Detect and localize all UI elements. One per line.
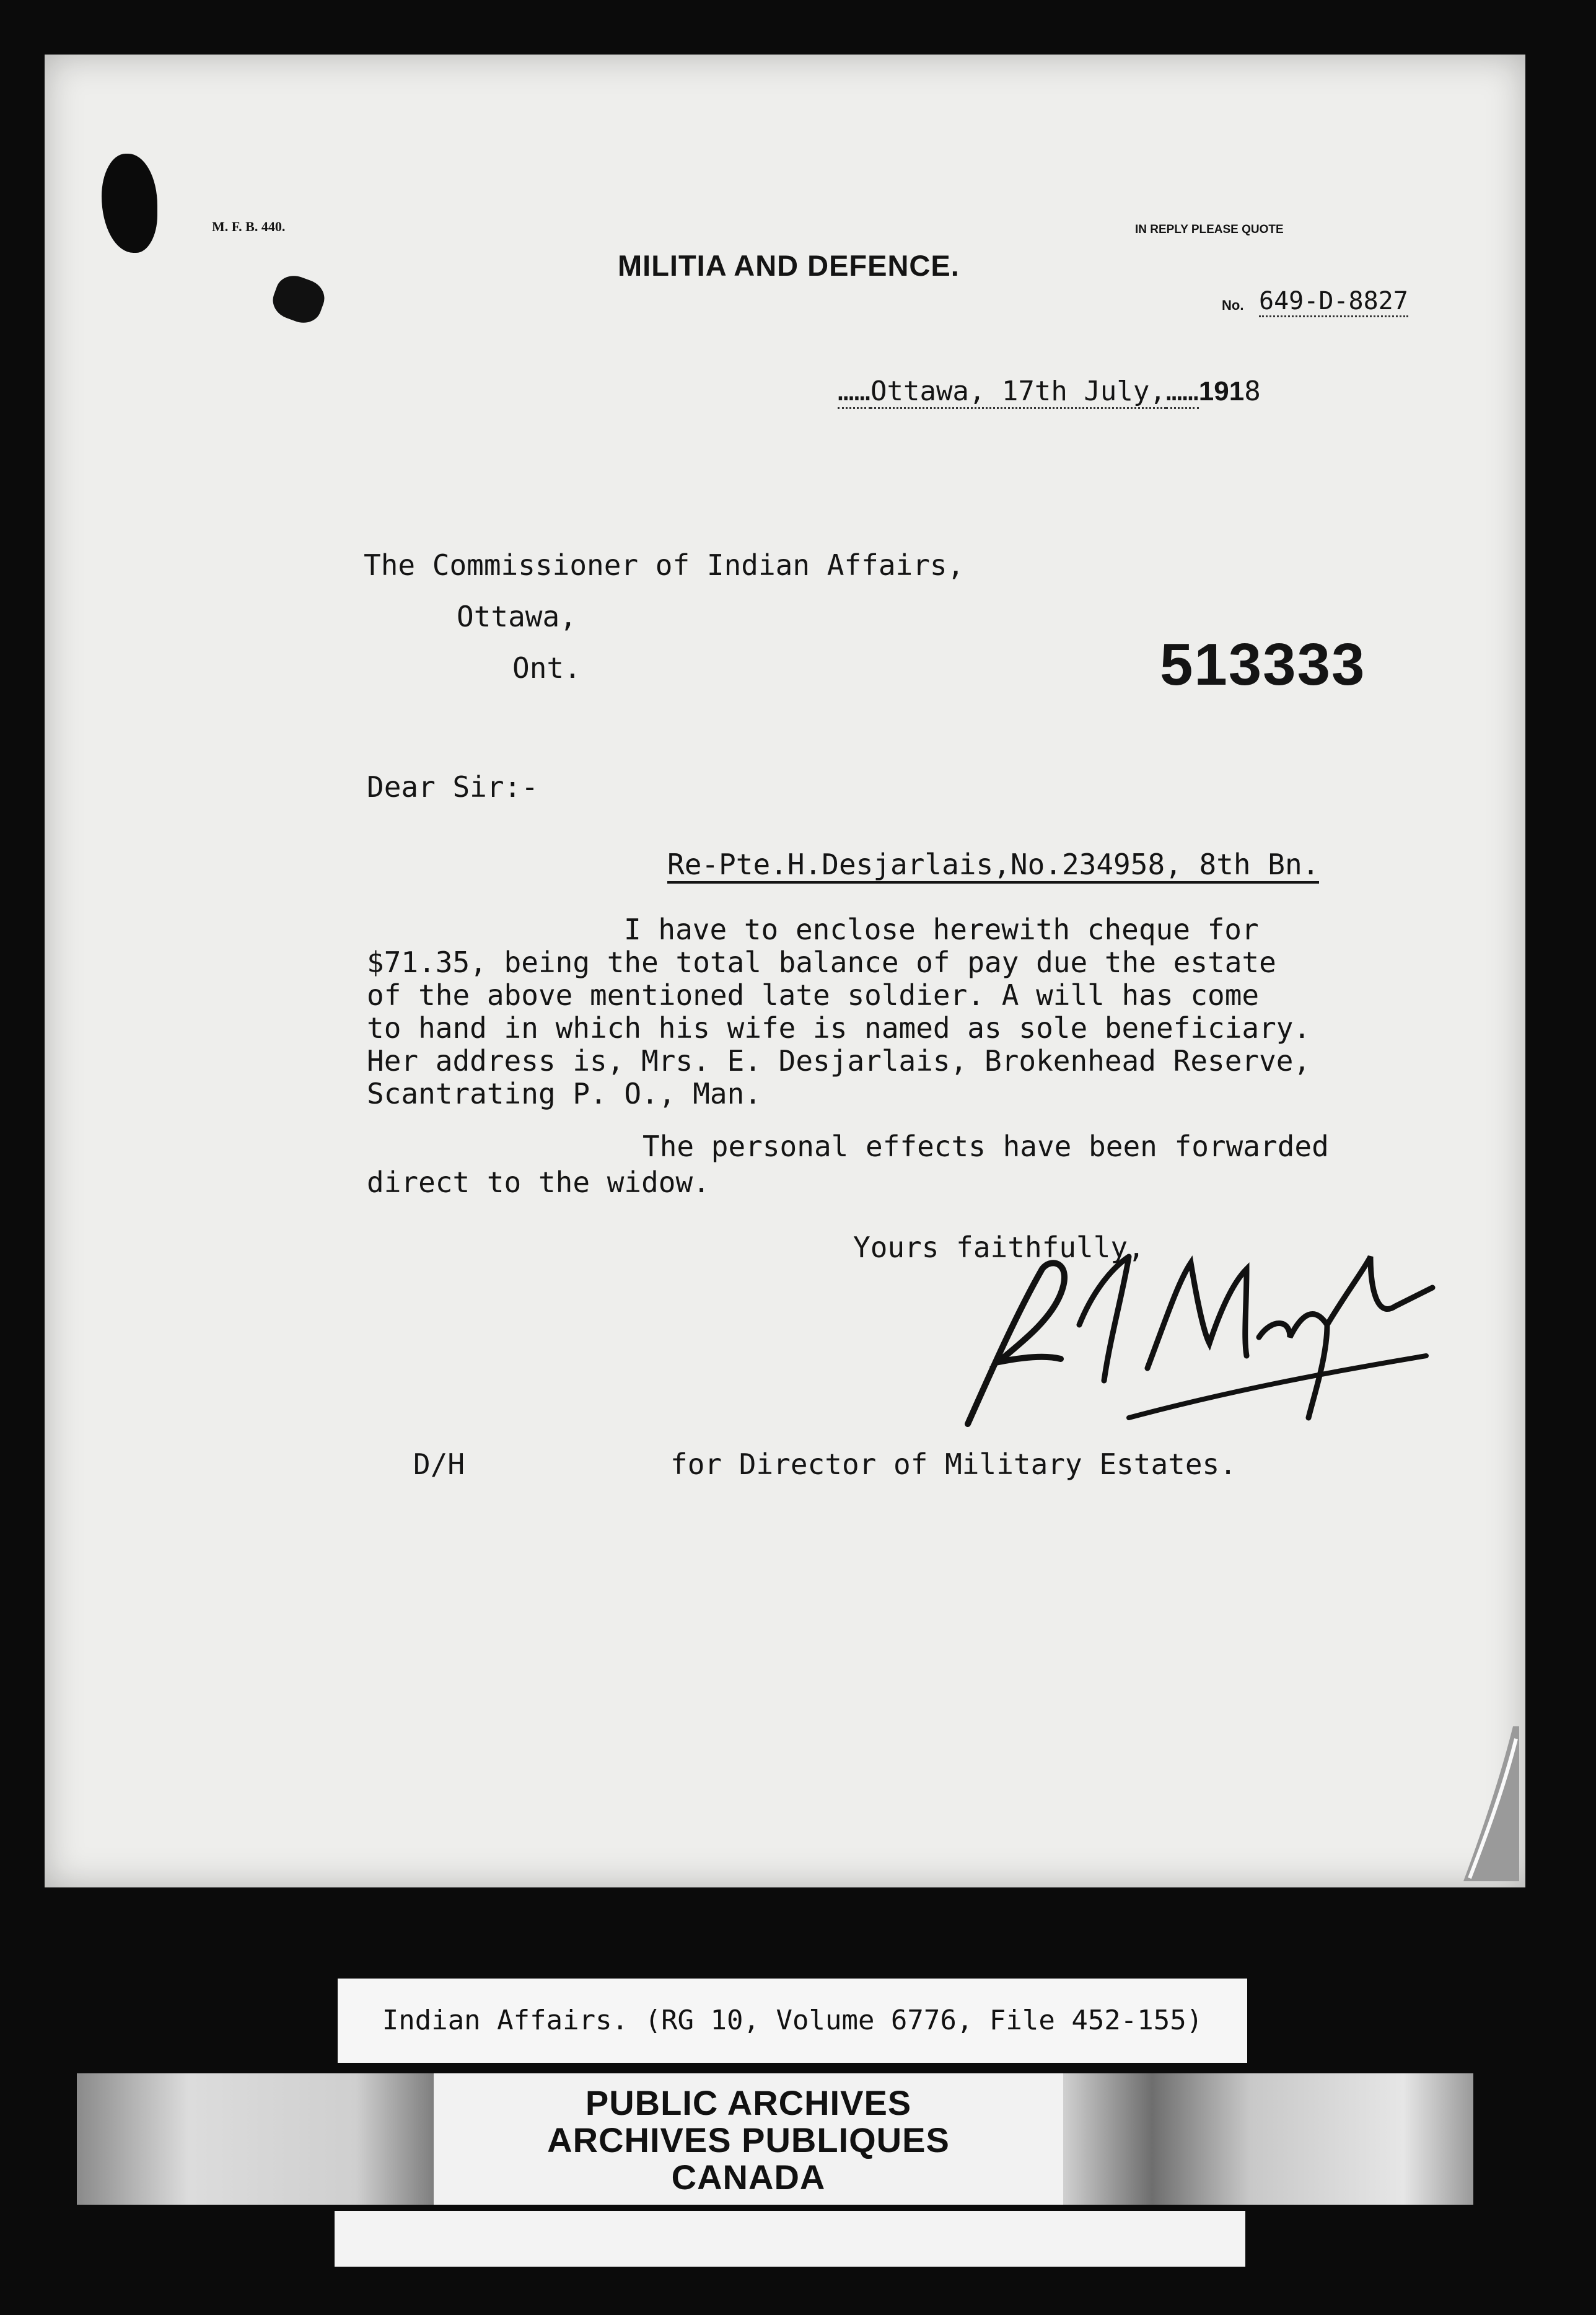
date-line: ……Ottawa, 17th July,……1918 (838, 376, 1261, 407)
body-line: to hand in which his wife is named as sole beneficiary. (367, 1011, 1311, 1045)
body-line: The personal effects have been forwarded (642, 1130, 1329, 1163)
reference-label: No. (1222, 297, 1244, 313)
page-curl (1463, 1726, 1519, 1881)
salutation: Dear Sir:- (367, 770, 538, 804)
body-line: direct to the widow. (367, 1166, 710, 1199)
archive-label-line-2: ARCHIVES PUBLIQUES (547, 2120, 950, 2159)
date-text: Ottawa, 17th July, (870, 376, 1166, 409)
body-line: Her address is, Mrs. E. Desjarlais, Brokenhead Reserve, (367, 1044, 1311, 1078)
body-line: of the above mentioned late soldier. A will has come (367, 978, 1260, 1012)
letter-page (45, 55, 1525, 1887)
reply-note: IN REPLY PLEASE QUOTE (1135, 223, 1284, 236)
closing: Yours faithfully, (853, 1231, 1145, 1264)
recipient-line-3: Ont. (512, 651, 581, 685)
body-line: I have to enclose herewith cheque for (624, 913, 1259, 946)
form-code: M. F. B. 440. (212, 219, 286, 234)
signature (943, 1232, 1439, 1443)
archive-caption: Indian Affairs. (RG 10, Volume 6776, File 452-155) (338, 1979, 1247, 2063)
typist-initials: D/H (413, 1447, 465, 1481)
recipient-line-1: The Commissioner of Indian Affairs, (364, 548, 965, 582)
archive-label-line-3: CANADA (671, 2158, 826, 2197)
ink-blot (102, 154, 157, 253)
archive-label (434, 2073, 1063, 2205)
year-suffix: 8 (1244, 376, 1261, 407)
ink-blot (268, 270, 329, 328)
archive-label-line-1: PUBLIC ARCHIVES (585, 2083, 912, 2122)
blank-card (335, 2211, 1245, 2267)
reference-number: 649-D-8827 (1259, 287, 1408, 317)
department-heading: MILITIA AND DEFENCE. (618, 249, 960, 282)
body-line: Scantrating P. O., Man. (367, 1077, 761, 1110)
subject-line: Re-Pte.H.Desjarlais,No.234958, 8th Bn. (667, 848, 1319, 884)
body-line: $71.35, being the total balance of pay due the estate (367, 946, 1276, 979)
file-stamp-number: 513333 (1160, 631, 1366, 698)
recipient-line-2: Ottawa, (457, 600, 577, 633)
signatory-title: for Director of Military Estates. (670, 1447, 1237, 1481)
year-prefix: 191 (1198, 376, 1245, 406)
